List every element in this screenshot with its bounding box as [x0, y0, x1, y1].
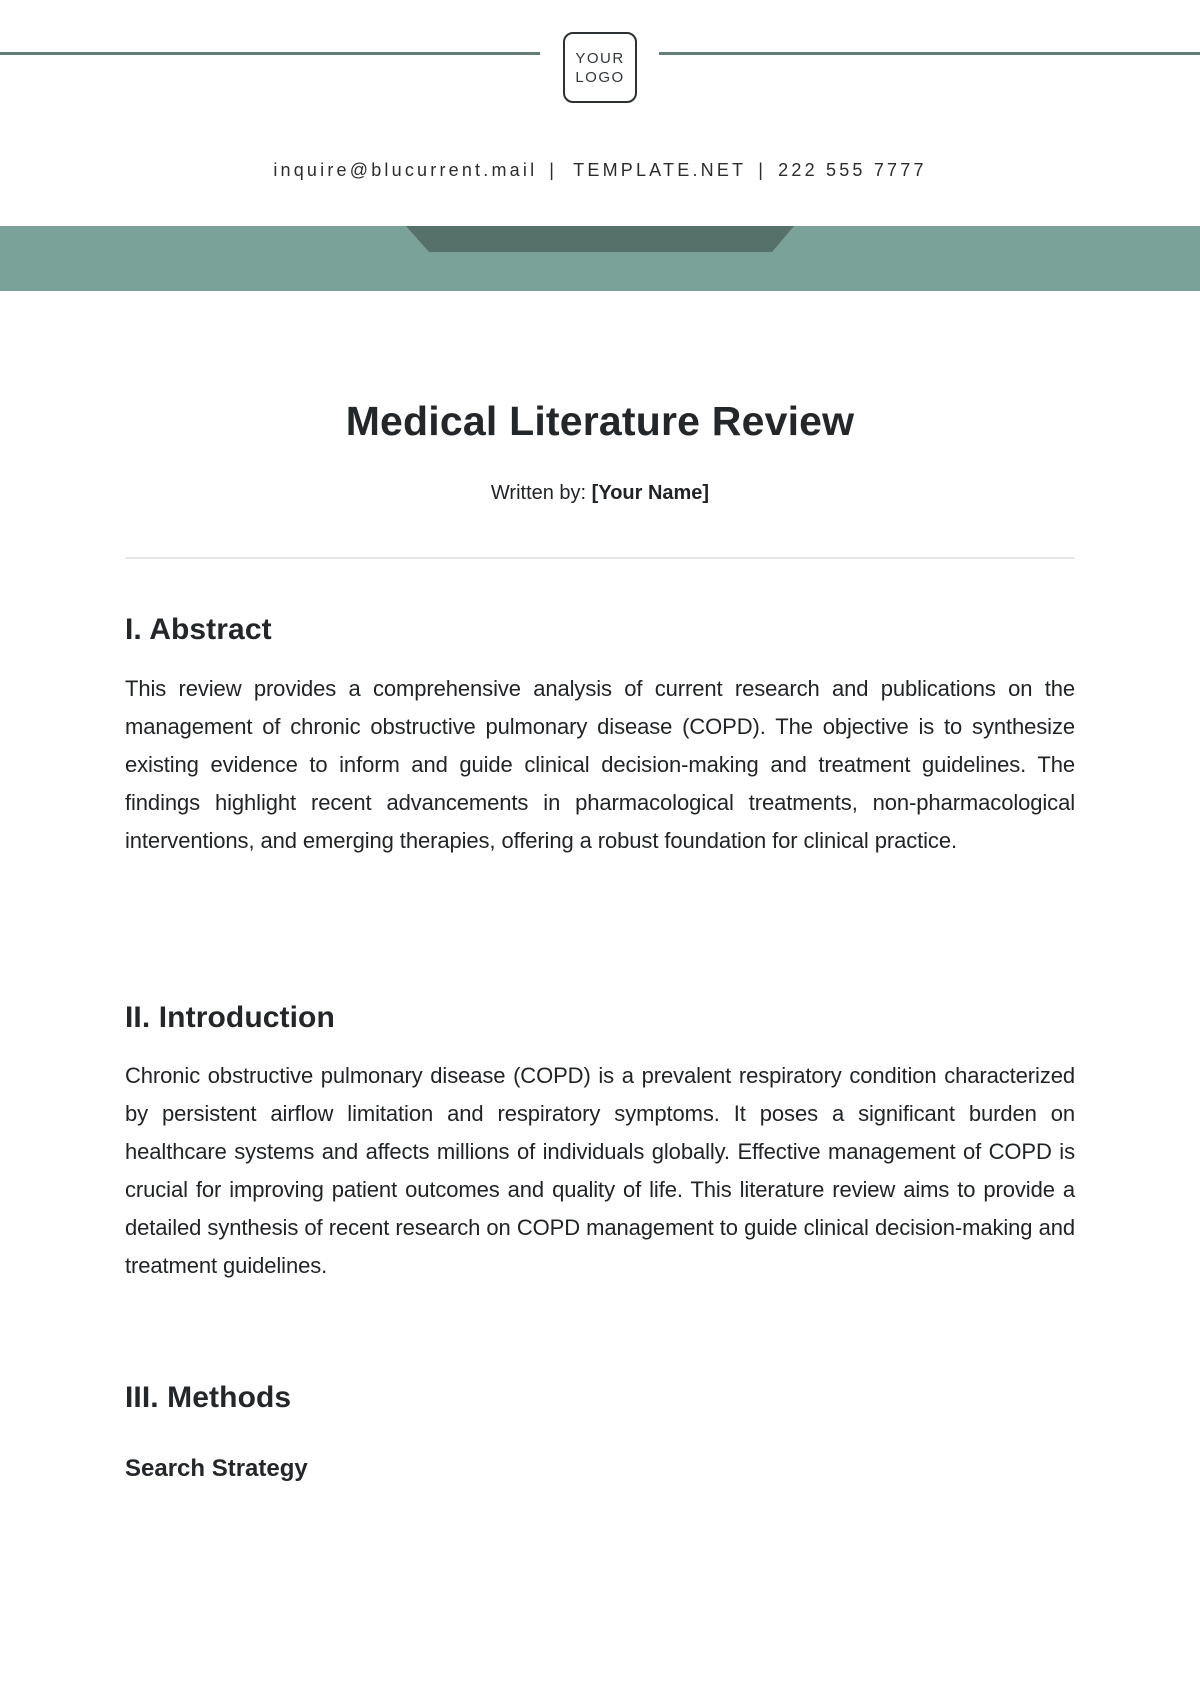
abstract-paragraph: This review provides a comprehensive analysis of current research and publications on the management of chronic obstructive pulmonary disease (COPD). The objective is to synthesize existing evidence to inform and guide clinical decision-making and treatment guidelines. The findings highlight recent advancements in pharmacological treatments, non-pharmacological interventions, and emerging therapies, offering a robust foundation for clinical practice.	[125, 676, 1075, 853]
header-band-accent	[406, 226, 794, 252]
contact-website: TEMPLATE.NET	[573, 160, 747, 180]
byline-label: Written by:	[490, 482, 587, 504]
introduction-heading: II. Introduction	[125, 1001, 335, 1034]
logo-text-line1: YOUR	[575, 49, 625, 67]
contact-email: inquire@blucurrent.mail	[273, 160, 538, 180]
search-strategy-subheading: Search Strategy	[125, 1455, 308, 1482]
section-divider	[125, 557, 1075, 559]
header-rule-right	[659, 52, 1200, 55]
abstract-heading: I. Abstract	[125, 613, 272, 646]
contact-phone: 222 555 7777	[778, 160, 927, 180]
contact-separator: |	[549, 160, 558, 180]
introduction-paragraph: Chronic obstructive pulmonary disease (COPD) is a prevalent respiratory condition characterized by persistent airflow limitation and respiratory symptoms. It poses a significant burden on healthcare systems and affects millions of individuals globally. Effective management of COPD is crucial for improving patient outcomes and quality of life. This literature review aims to provide a detailed synthesis of recent research on COPD management to guide clinical decision-making and treatment guidelines.	[125, 1063, 1075, 1278]
byline-author: [Your Name]	[591, 482, 710, 504]
header-band	[0, 226, 1200, 291]
contact-separator: |	[758, 160, 767, 180]
contact-bar	[0, 160, 1200, 181]
byline	[0, 478, 1200, 508]
header-rule-left	[0, 52, 540, 55]
logo-placeholder	[563, 32, 637, 103]
methods-heading: III. Methods	[125, 1381, 292, 1414]
logo-text-line2: LOGO	[575, 68, 625, 86]
page-title: Medical Literature Review	[345, 398, 855, 444]
